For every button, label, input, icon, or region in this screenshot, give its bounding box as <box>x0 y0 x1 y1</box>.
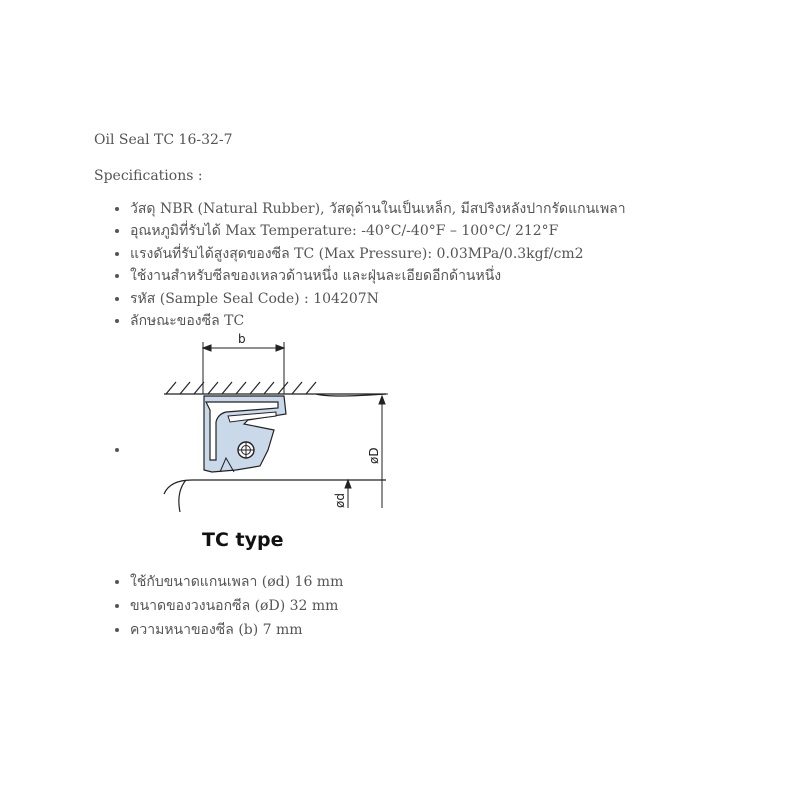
list-item: • ใช้กับขนาดแกนเพลา (ød) 16 mm <box>130 570 754 594</box>
dimensions-list <box>94 570 754 642</box>
product-title: Oil Seal TC 16-32-7 <box>94 132 233 148</box>
list-item: • ลักษณะของซีล TC <box>130 310 754 332</box>
product-description <box>94 128 754 642</box>
list-item: • ขนาดของวงนอกซีล (øD) 32 mm <box>130 594 754 618</box>
specifications-heading: Specifications : <box>94 168 203 184</box>
housing-hatching <box>164 382 386 394</box>
list-item: • อุณหภูมิที่รับได้ Max Temperature: -40°C/-40°F – 100°C/ 212°F <box>130 220 754 242</box>
outer-diameter-label: øD <box>367 447 381 465</box>
list-item: • วัสดุ NBR (Natural Rubber), วัสดุด้านในเป็นเหล็ก, มีสปริงหลังปากรัดแกนเพลา <box>130 198 754 220</box>
diagram-list-item <box>130 332 754 568</box>
diagram-caption: TC type <box>202 529 284 552</box>
tc-seal-diagram <box>156 332 396 568</box>
shaft-curve <box>179 480 186 512</box>
list-item: • ใช้งานสำหรับซีลของเหลวด้านหนึ่ง และฝุ่นละเอียดอีกด้านหนึ่ง <box>130 265 754 287</box>
shaft-edge <box>164 480 386 494</box>
width-label: • b <box>238 332 246 347</box>
list-item: • รหัส (Sample Seal Code) : 104207N <box>130 288 754 310</box>
inner-diameter-label: ød <box>333 493 347 509</box>
list-item: • แรงดันที่รับได้สูงสุดของซีล TC (Max Pressure): 0.03MPa/0.3kgf/cm2 <box>130 243 754 265</box>
list-item: • ความหนาของซีล (b) 7 mm <box>130 618 754 642</box>
specifications-list <box>94 198 754 568</box>
